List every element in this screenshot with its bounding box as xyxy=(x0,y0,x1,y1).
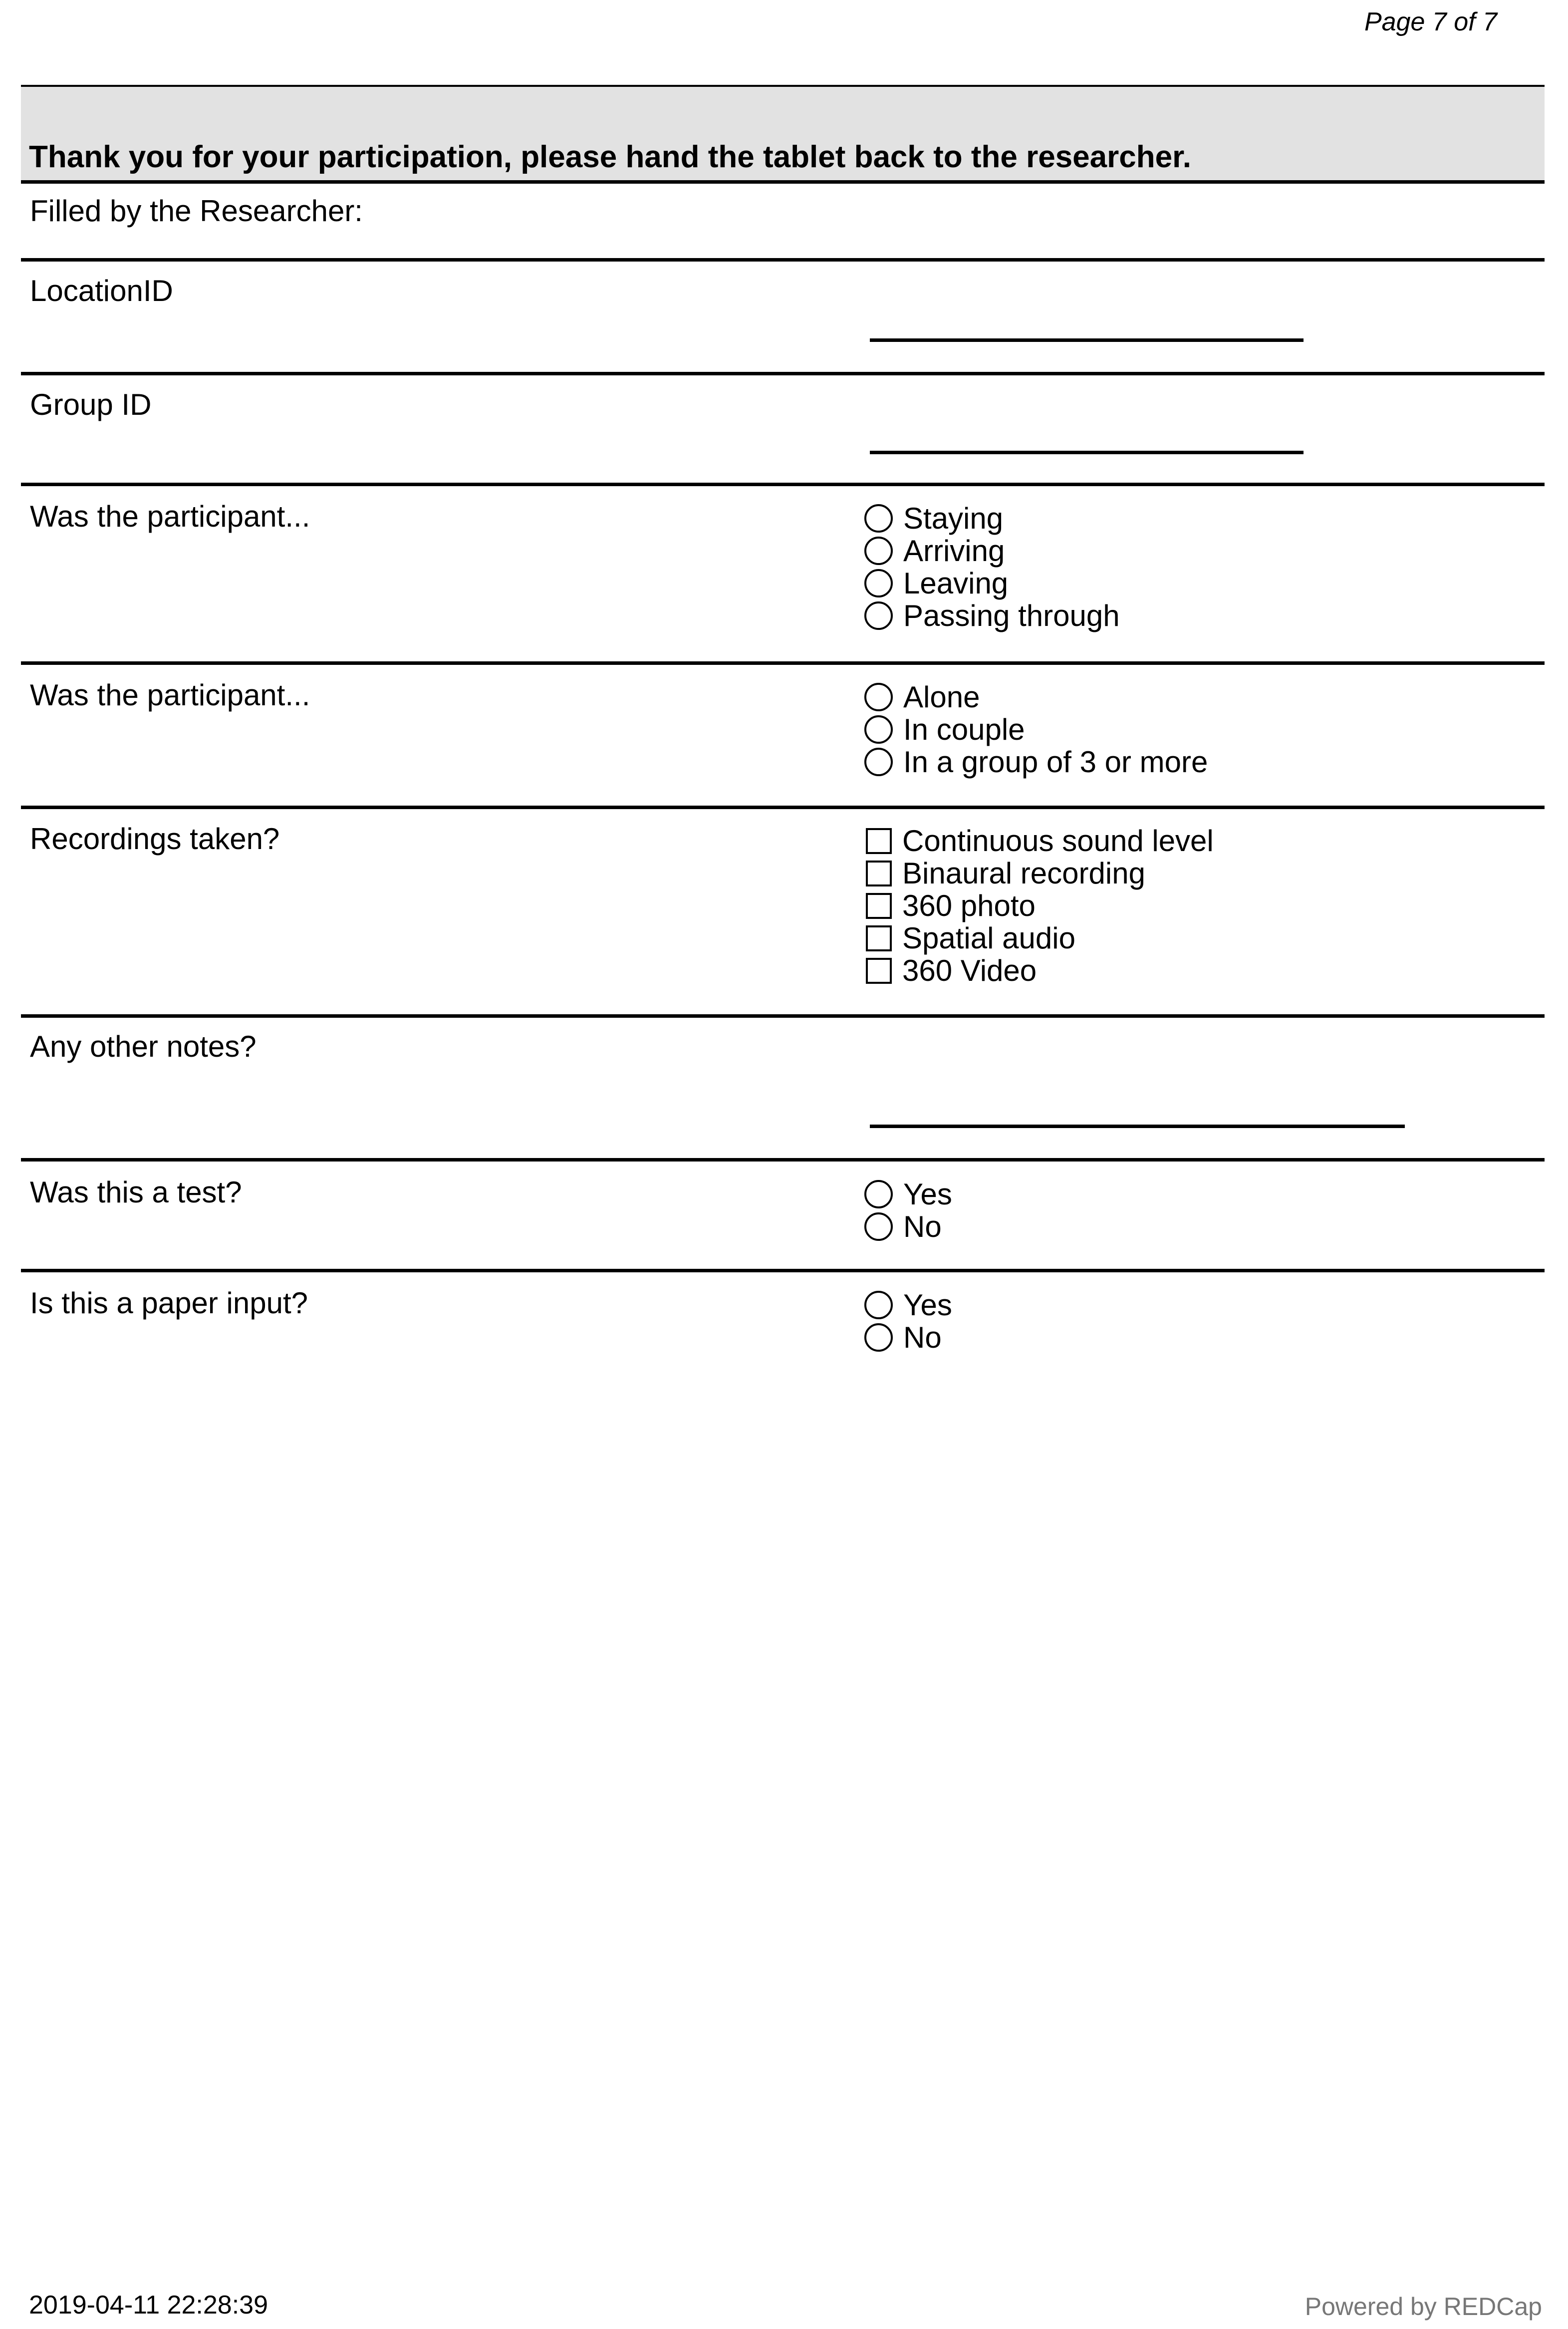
row-divider xyxy=(21,372,1545,375)
option-group xyxy=(864,681,1208,778)
radio-button[interactable] xyxy=(864,1212,893,1241)
option-label: Alone xyxy=(903,680,980,714)
option-label: Continuous sound level xyxy=(902,824,1214,858)
footer-powered-by: Powered by REDCap xyxy=(1305,2293,1542,2321)
intro-text: Filled by the Researcher: xyxy=(30,194,363,228)
option-row xyxy=(864,922,1214,954)
option-group xyxy=(864,1289,952,1354)
option-row xyxy=(864,535,1120,567)
radio-button[interactable] xyxy=(864,1180,893,1208)
checkbox-box[interactable] xyxy=(866,925,892,951)
option-label: Passing through xyxy=(903,598,1120,632)
option-group xyxy=(864,502,1120,632)
field-label: Was the participant... xyxy=(30,678,310,712)
option-label: Spatial audio xyxy=(902,921,1075,955)
option-row xyxy=(864,1321,952,1354)
field-label: Was this a test? xyxy=(30,1175,242,1209)
footer-timestamp: 2019-04-11 22:28:39 xyxy=(29,2291,268,2320)
option-label: No xyxy=(903,1320,942,1354)
radio-button[interactable] xyxy=(864,537,893,565)
option-row xyxy=(864,502,1120,535)
radio-button[interactable] xyxy=(864,1323,893,1352)
checkbox-box[interactable] xyxy=(866,893,892,919)
option-row xyxy=(864,1210,952,1243)
radio-button[interactable] xyxy=(864,715,893,744)
option-group xyxy=(864,1178,952,1243)
option-row xyxy=(864,889,1214,922)
option-row xyxy=(864,1178,952,1210)
option-group xyxy=(864,825,1214,987)
option-label: 360 photo xyxy=(902,888,1036,922)
option-label: Leaving xyxy=(903,566,1009,600)
radio-button[interactable] xyxy=(864,683,893,711)
option-row xyxy=(864,954,1214,987)
option-row xyxy=(864,825,1214,857)
option-label: 360 Video xyxy=(902,953,1037,987)
checkbox-box[interactable] xyxy=(866,828,892,854)
row-divider xyxy=(21,806,1545,809)
answer-line[interactable] xyxy=(870,451,1304,454)
row-divider xyxy=(21,1158,1545,1162)
option-label: Staying xyxy=(903,501,1004,535)
field-label: Recordings taken? xyxy=(30,822,280,856)
radio-button[interactable] xyxy=(864,569,893,597)
option-row xyxy=(864,857,1214,889)
option-label: In couple xyxy=(903,712,1025,746)
field-label: Was the participant... xyxy=(30,500,310,533)
option-row xyxy=(864,567,1120,599)
section-banner xyxy=(21,85,1545,184)
option-label: Arriving xyxy=(903,534,1005,568)
field-label: Is this a paper input? xyxy=(30,1286,308,1320)
option-label: No xyxy=(903,1209,942,1243)
option-label: Binaural recording xyxy=(902,856,1145,890)
option-row xyxy=(864,713,1208,746)
option-label: Yes xyxy=(903,1177,952,1211)
checkbox-box[interactable] xyxy=(866,958,892,984)
answer-line[interactable] xyxy=(870,338,1304,342)
option-label: Yes xyxy=(903,1288,952,1322)
radio-button[interactable] xyxy=(864,748,893,776)
row-divider xyxy=(21,258,1545,262)
row-divider xyxy=(21,483,1545,486)
row-divider xyxy=(21,1014,1545,1018)
option-row xyxy=(864,681,1208,713)
option-label: In a group of 3 or more xyxy=(903,745,1208,779)
field-label: LocationID xyxy=(30,274,173,307)
answer-line[interactable] xyxy=(870,1125,1405,1128)
checkbox-box[interactable] xyxy=(866,861,892,886)
page-number: Page 7 of 7 xyxy=(1364,7,1497,36)
option-row xyxy=(864,1289,952,1321)
radio-button[interactable] xyxy=(864,504,893,533)
radio-button[interactable] xyxy=(864,601,893,630)
option-row xyxy=(864,599,1120,632)
row-divider xyxy=(21,661,1545,665)
field-label: Group ID xyxy=(30,388,152,421)
radio-button[interactable] xyxy=(864,1291,893,1319)
row-divider xyxy=(21,1269,1545,1272)
option-row xyxy=(864,746,1208,778)
field-label: Any other notes? xyxy=(30,1030,257,1063)
section-banner-text: Thank you for your participation, please hand the tablet back to the researcher. xyxy=(29,139,1192,174)
